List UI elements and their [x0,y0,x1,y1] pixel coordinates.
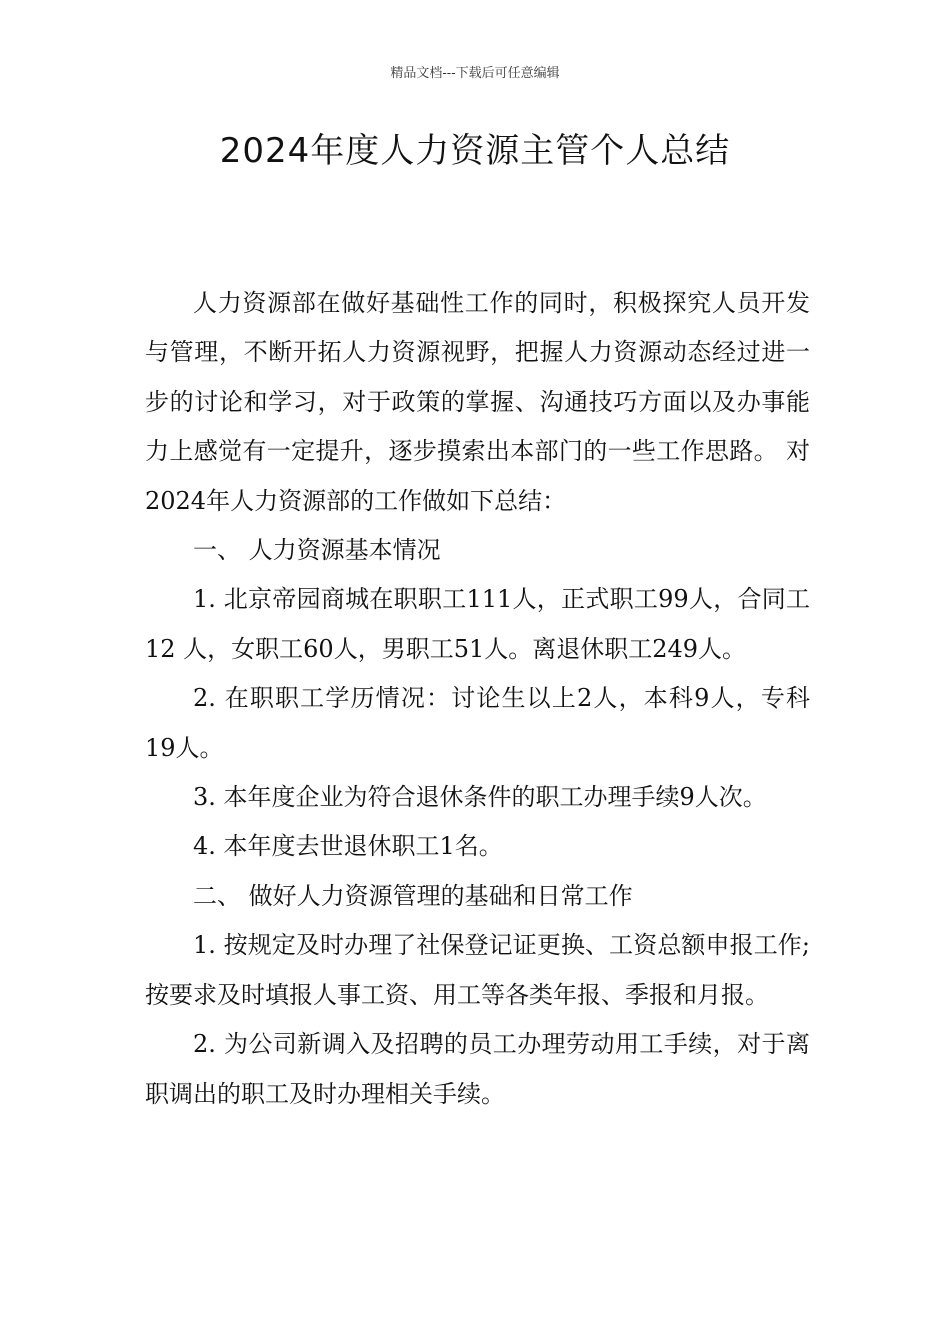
list-item: 3. 本年度企业为符合退休条件的职工办理手续9人次。 [193,783,767,812]
section-heading-1: 一、 人力资源基本情况 [193,536,441,565]
list-item: 1. 按规定及时办理了社保登记证更换、工资总额申报工作;按要求及时填报人事工资、用工等各类年报、季报和月报。 [145,931,810,1009]
document-title: 2024年度人力资源主管个人总结 [219,131,731,171]
intro-paragraph: 人力资源部在做好基础性工作的同时，积极探究人员开发与管理，不断开拓人力资源视野，把握人力资源动态经过进一步的讨论和学习，对于政策的掌握、沟通技巧方面以及办事能力上感觉有一定提升，逐步摸索出本部门的一些工作思路。 对2024年人力资源部的工作做如下总结： [145,289,810,515]
page-header: 精品文档---下载后可任意编辑 [390,66,560,81]
document-body [145,279,810,1119]
list-item: 2. 为公司新调入及招聘的员工办理劳动用工手续，对于离职调出的职工及时办理相关手续。 [145,1030,810,1108]
list-item: 4. 本年度去世退休职工1名。 [193,832,503,861]
section-heading-2: 二、 做好人力资源管理的基础和日常工作 [193,881,633,910]
list-item: 1. 北京帝园商城在职职工111人，正式职工99人，合同工12 人，女职工60人，男职工51人。离退休职工249人。 [145,585,810,663]
list-item: 2. 在职职工学历情况：讨论生以上2人，本科9人，专科19人。 [145,684,810,762]
